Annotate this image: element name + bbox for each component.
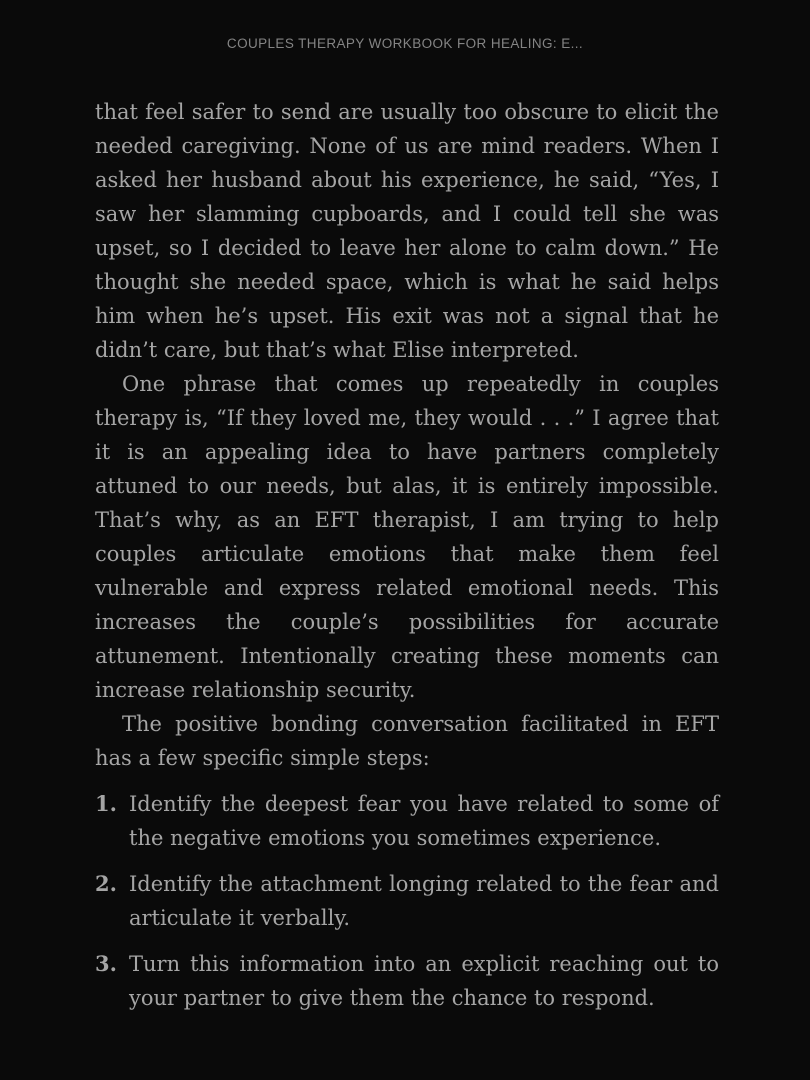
list-item <box>95 867 719 935</box>
list-item <box>95 787 719 855</box>
list-item-number: 2. <box>95 871 117 896</box>
body-paragraph: The positive bonding conversation facilitated in EFT has a few specific simple steps: <box>95 712 719 770</box>
list-item-text: Identify the deepest fear you have related to some of the negative emotions you sometimes experience. <box>129 792 719 850</box>
body-paragraph: One phrase that comes up repeatedly in couples therapy is, “If they loved me, they would . . .” I agree that it is an appealing idea to have partners completely attuned to our needs, but alas, it is entirely impossible. That’s why, as an EFT therapist, I am trying to help couples articulate emotions that make them feel vulnerable and express related emotional needs. This increases the couple’s possibilities for accurate attunement. Intentionally creating these moments can increase relationship security. <box>95 372 719 702</box>
page-body <box>95 95 719 1015</box>
list-item-text: Identify the attachment longing related to the fear and articulate it verbally. <box>129 872 719 930</box>
list-item <box>95 947 719 1015</box>
list-item-text: Turn this information into an explicit reaching out to your partner to give them the chance to respond. <box>129 952 719 1010</box>
list-item-number: 3. <box>95 951 117 976</box>
body-paragraph: that feel safer to send are usually too obscure to elicit the needed caregiving. None of us are mind readers. When I asked her husband about his experience, he said, “Yes, I saw her slamming cupboards, and I could tell she was upset, so I decided to leave her alone to calm down.” He thought she needed space, which is what he said helps him when he’s upset. His exit was not a signal that he didn’t care, but that’s what Elise interpreted. <box>95 100 719 362</box>
book-title-header: COUPLES THERAPY WORKBOOK FOR HEALING: E... <box>226 36 584 51</box>
numbered-steps-list <box>95 787 719 1015</box>
list-item-number: 1. <box>95 791 117 816</box>
